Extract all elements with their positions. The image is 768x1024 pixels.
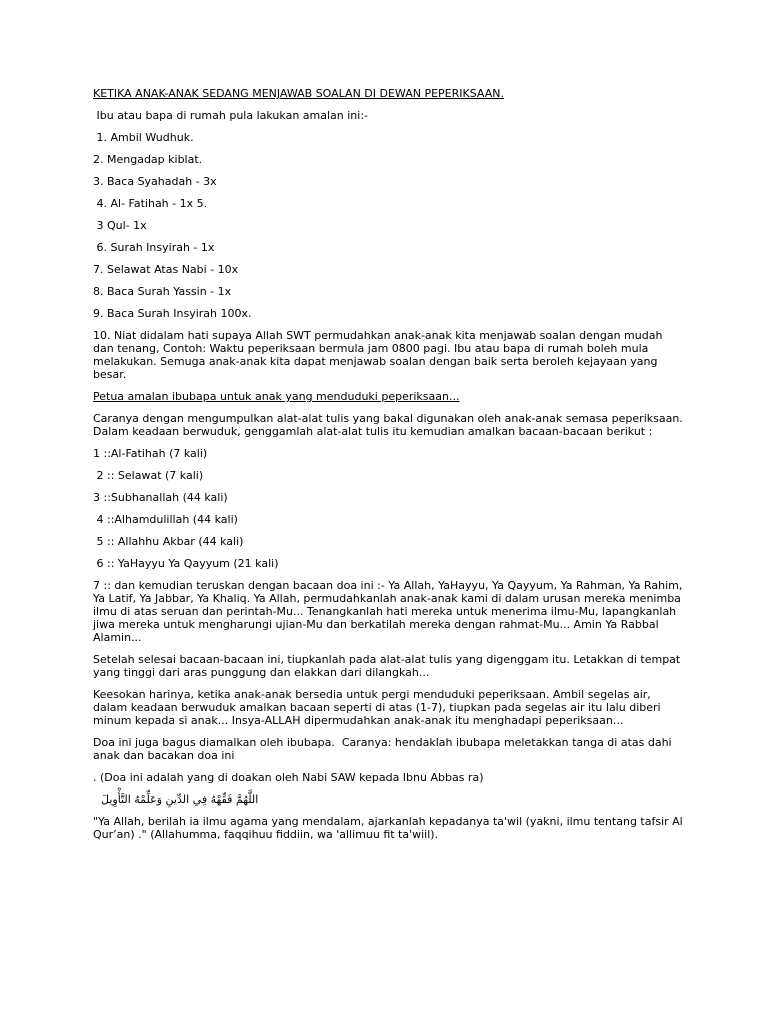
list2-item: 6 :: YaHayyu Ya Qayyum (21 kali) bbox=[93, 557, 279, 570]
translation-paragraph: "Ya Allah, berilah ia ilmu agama yang mendalam, ajarkanlah kepadanya ta'wil (yakni, ilmu tentang tafsir Al Qur’an) ." (Allahumma, faqqihuu fiddiin, wa 'allimuu fit ta'wiil). bbox=[93, 815, 687, 841]
intro-line: Ibu atau bapa di rumah pula lakukan amalan ini:- bbox=[93, 109, 369, 122]
setelah-paragraph: Setelah selesai bacaan-bacaan ini, tiupkanlah pada alat-alat tulis yang digenggam itu. Letakkan di tempat yang tinggi dari aras punggung dan elakkan dari dilangkah... bbox=[93, 653, 684, 679]
list2-item: 4 ::Alhamdulillah (44 kali) bbox=[93, 513, 238, 526]
arabic-prayer: اللَّهُمَّ فَقِّهْهُ فِي الدِّينِ وَعَلِّمْهُ التَّأْوِيلَ bbox=[101, 793, 259, 806]
list1-item: 6. Surah Insyirah - 1x bbox=[93, 241, 215, 254]
list1-item: 7. Selawat Atas Nabi - 10x bbox=[93, 263, 239, 276]
list2-item: 2 :: Selawat (7 kali) bbox=[93, 469, 204, 482]
list2-item: 3 ::Subhanallah (44 kali) bbox=[93, 491, 228, 504]
list1-item: 2. Mengadap kiblat. bbox=[93, 153, 203, 166]
list2-item: 5 :: Allahhu Akbar (44 kali) bbox=[93, 535, 244, 548]
list1-item: 8. Baca Surah Yassin - 1x bbox=[93, 285, 232, 298]
list1-item: 4. Al- Fatihah - 1x 5. bbox=[93, 197, 208, 210]
item-7-paragraph: 7 :: dan kemudian teruskan dengan bacaan doa ini :- Ya Allah, YaHayyu, Ya Qayyum, Ya Rahman, Ya Rahim, Ya Latif, Ya Jabbar, Ya Khaliq. Ya Allah, permudahkanlah anak-anak kami di dalam urusan mereka menimba ilmu di atas seruan dan perintah-Mu... Tenangkanlah hati mereka untuk menerima ilmu-Mu, lapangkanlah jiwa mereka untuk mengharungi ujian-Mu dan berkatilah mereka dengan rahmat-Mu... Amin Ya Rabbal Alamin... bbox=[93, 579, 686, 644]
section-subtitle: Petua amalan ibubapa untuk anak yang menduduki peperiksaan... bbox=[93, 390, 460, 403]
list1-item: 9. Baca Surah Insyirah 100x. bbox=[93, 307, 252, 320]
caranya-paragraph: Caranya dengan mengumpulkan alat-alat tulis yang bakal digunakan oleh anak-anak semasa peperiksaan. Dalam keadaan berwuduk, genggamlah alat-alat tulis itu kemudian amalkan bacaan-bacaan berikut : bbox=[93, 412, 687, 438]
document-title: KETIKA ANAK-ANAK SEDANG MENJAWAB SOALAN DI DEWAN PEPERIKSAAN. bbox=[93, 87, 504, 100]
list1-item: 3. Baca Syahadah - 3x bbox=[93, 175, 217, 188]
list1-item: 1. Ambil Wudhuk. bbox=[93, 131, 194, 144]
list1-item: 3 Qul- 1x bbox=[93, 219, 147, 232]
list2-item: 1 ::Al-Fatihah (7 kali) bbox=[93, 447, 208, 460]
document-body bbox=[93, 87, 687, 850]
item-10-paragraph: 10. Niat didalam hati supaya Allah SWT permudahkan anak-anak kita menjawab soalan dengan mudah dan tenang, Contoh: Waktu peperiksaan bermula jam 0800 pagi. Ibu atau bapa di rumah boleh mula melakukan. Semuga anak-anak kita dapat menjawab soalan dengan baik serta beroleh kejayaan yang besar. bbox=[93, 329, 666, 381]
doa-paragraph: Doa ini juga bagus diamalkan oleh ibubapa. Caranya: hendaklah ibubapa meletakkan tanga di atas dahi anak dan bacakan doa ini bbox=[93, 736, 676, 762]
keesokan-paragraph: Keesokan harinya, ketika anak-anak bersedia untuk pergi menduduki peperiksaan. Ambil segelas air, dalam keadaan berwuduk amalkan bacaan seperti di atas (1-7), tiupkan pada segelas air itu lalu diberi minum kepada si anak... Insya-ALLAH dipermudahkan anak-anak itu menghadapi peperiksaan... bbox=[93, 688, 665, 727]
nabi-paragraph: . (Doa ini adalah yang di doakan oleh Nabi SAW kepada Ibnu Abbas ra) bbox=[93, 771, 484, 784]
